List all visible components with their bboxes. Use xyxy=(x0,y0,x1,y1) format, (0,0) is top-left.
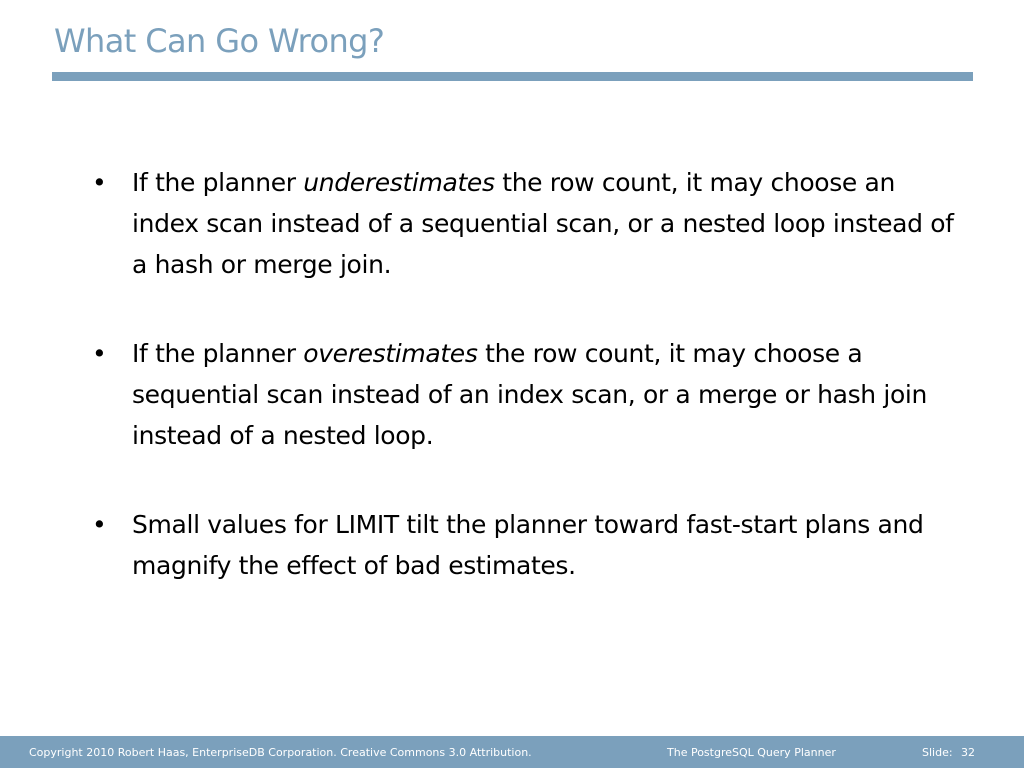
bullet-text: the row count, it may choose a sequential scan instead of an index scan, or a merge or hash join instead of a nested loop. xyxy=(132,339,927,450)
footer-copyright: Copyright 2010 Robert Haas, EnterpriseDB Corporation. Creative Commons 3.0 Attribution. xyxy=(29,746,532,759)
bullet-text: the row count, it may choose an index scan instead of a sequential scan, or a nested loop instead of a hash or merge join. xyxy=(132,168,954,279)
bullet-symbol: • xyxy=(92,339,107,368)
slide-title: What Can Go Wrong? xyxy=(54,22,385,60)
bullet-text: If the planner xyxy=(132,339,304,368)
bullet-item xyxy=(0,504,968,586)
bullet-text: If the planner xyxy=(132,168,304,197)
bullet-symbol: • xyxy=(92,510,107,539)
bullet-text: Small values for LIMIT tilt the planner toward fast-start plans and magnify the effect of bad estimates. xyxy=(132,510,924,580)
footer-slide-label: Slide: xyxy=(922,746,953,759)
title-underline xyxy=(52,72,973,81)
footer-presentation-title: The PostgreSQL Query Planner xyxy=(667,746,836,759)
slide-footer xyxy=(0,736,1024,768)
bullet-emphasis: overestimates xyxy=(303,339,478,368)
bullet-emphasis: underestimates xyxy=(303,168,495,197)
bullet-item xyxy=(0,333,968,456)
bullet-symbol: • xyxy=(92,168,107,197)
bullet-list xyxy=(0,162,1024,634)
bullet-item xyxy=(0,162,968,285)
footer-slide-number: 32 xyxy=(961,746,975,759)
